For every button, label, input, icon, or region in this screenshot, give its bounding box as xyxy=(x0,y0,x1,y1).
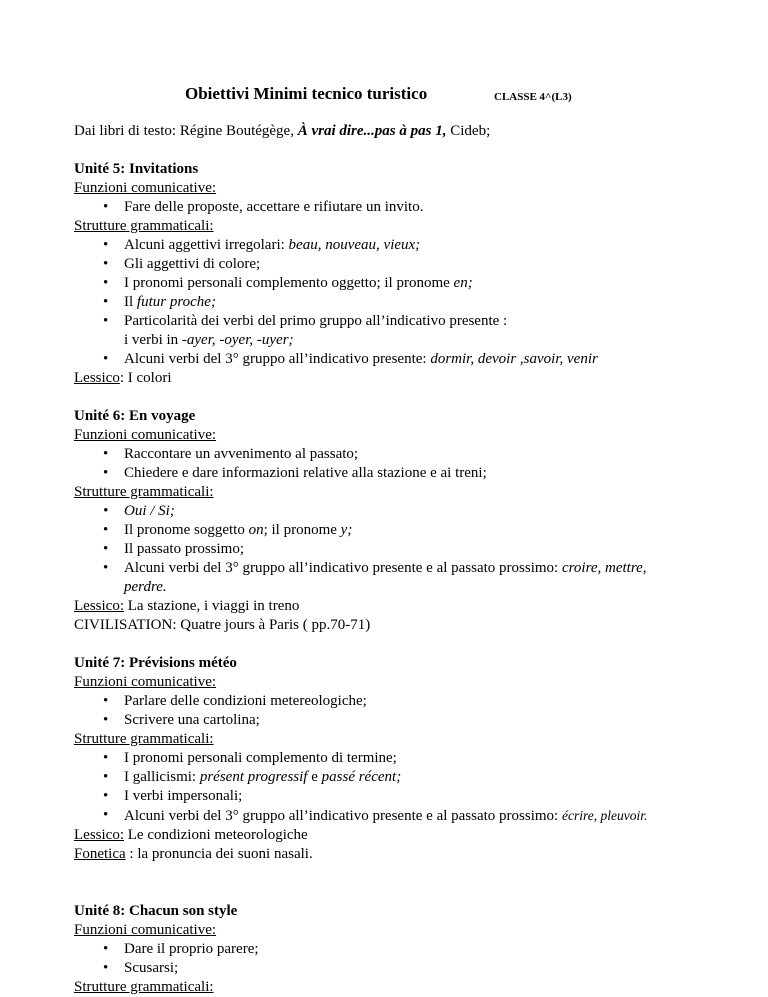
unit-7-section xyxy=(74,654,724,883)
unit-7-funzioni-heading: Funzioni comunicative: xyxy=(74,674,217,690)
document-page xyxy=(74,84,724,997)
list-item: • Gli aggettivi di colore; xyxy=(74,255,724,274)
list-item: • I pronomi personali complemento di termine; xyxy=(74,749,724,768)
item-italic: y; xyxy=(340,522,353,538)
unit-6-section xyxy=(74,407,724,635)
item-text: , xyxy=(376,237,384,253)
item-italic: présent progressif xyxy=(199,769,308,785)
document-header xyxy=(74,84,724,106)
item-text: ; il pronome xyxy=(263,522,341,538)
book-title: À vrai dire...pas à pas 1, xyxy=(297,123,447,139)
class-label: CLASSE 4^(L3) xyxy=(494,91,572,103)
lessico-value: Le condizioni meteorologiche xyxy=(124,827,308,843)
unit-5-funzioni-list xyxy=(74,198,724,217)
item-italic: vieux; xyxy=(383,237,421,253)
unit-6-funzioni-list xyxy=(74,445,724,483)
fonetica-value: : la pronuncia dei suoni nasali. xyxy=(125,846,313,862)
lessico-value: I colori xyxy=(127,370,172,386)
unit-6-strutture-heading: Strutture grammaticali: xyxy=(74,484,214,500)
list-item xyxy=(74,806,724,826)
list-item: • I verbi impersonali; xyxy=(74,787,724,806)
lessico-sep: : xyxy=(119,370,128,386)
unit-6-civilisation: CIVILISATION: Quatre jours à Paris ( pp.70-71) xyxy=(74,617,371,633)
list-item: • Oui / Si; xyxy=(74,502,724,521)
unit-7-strutture-list xyxy=(74,749,724,826)
item-text: Il xyxy=(124,294,137,310)
item-text: Alcuni verbi del 3° gruppo all’indicativo presente e al passato prossimo: xyxy=(124,560,562,576)
item-text: Alcuni aggettivi irregolari: xyxy=(124,237,289,253)
item-italic: futur proche; xyxy=(136,294,216,310)
lessico-label: Lessico: xyxy=(74,827,124,843)
item-text: Particolarità dei verbi del primo gruppo all’indicativo presente : xyxy=(124,313,508,329)
unit-8-section xyxy=(74,902,724,997)
unit-8-title: Unité 8: Chacun son style xyxy=(74,903,238,919)
publisher: Cideb; xyxy=(446,123,491,139)
unit-7-fonetica xyxy=(74,845,724,864)
list-item: • Chiedere e dare informazioni relative alla stazione e ai treni; xyxy=(74,464,724,483)
unit-8-strutture-heading: Strutture grammaticali: xyxy=(74,979,214,995)
unit-6-strutture-list xyxy=(74,502,724,597)
list-item: • Il passato prossimo; xyxy=(74,540,724,559)
list-item: • Fare delle proposte, accettare e rifiutare un invito. xyxy=(74,198,724,217)
item-text: I pronomi personali complemento oggetto; il pronome xyxy=(124,275,454,291)
item-italic: perdre. xyxy=(124,579,167,595)
list-item xyxy=(74,312,724,350)
unit-7-title: Unité 7: Prévisions météo xyxy=(74,655,237,671)
unit-5-lessico xyxy=(74,369,724,388)
unit-5-title: Unité 5: Invitations xyxy=(74,161,199,177)
item-text: Alcuni verbi del 3° gruppo all’indicativo presente: xyxy=(124,351,431,367)
fonetica-label: Fonetica xyxy=(74,846,126,862)
unit-7-funzioni-list xyxy=(74,692,724,730)
item-italic: beau xyxy=(288,237,318,253)
item-italic: en; xyxy=(453,275,473,291)
list-item: • Raccontare un avvenimento al passato; xyxy=(74,445,724,464)
item-text: , xyxy=(317,237,326,253)
item-italic: on xyxy=(248,522,264,538)
item-italic: passé récent; xyxy=(321,769,402,785)
item-text: i verbi in xyxy=(124,332,182,348)
unit-6-lessico xyxy=(74,597,724,616)
textbook-reference xyxy=(74,122,724,141)
list-item xyxy=(74,274,724,293)
lessico-label: Lessico xyxy=(74,370,120,386)
unit-6-title: Unité 6: En voyage xyxy=(74,408,196,424)
list-item: • Scrivere una cartolina; xyxy=(74,711,724,730)
item-italic: nouveau xyxy=(325,237,377,253)
lessico-value: La stazione, i viaggi in treno xyxy=(124,598,300,614)
list-item xyxy=(74,768,724,787)
list-item: • Dare il proprio parere; xyxy=(74,940,724,959)
lessico-label: Lessico: xyxy=(74,598,124,614)
list-item xyxy=(74,521,724,540)
list-item xyxy=(74,350,724,369)
list-item xyxy=(74,293,724,312)
item-italic: croire, mettre, xyxy=(561,560,647,576)
list-item: • Scusarsi; xyxy=(74,959,724,978)
intro-prefix: Dai libri di testo: Régine Boutégège, xyxy=(74,123,298,139)
item-text: Il pronome soggetto xyxy=(124,522,249,538)
item-text: e xyxy=(307,769,322,785)
item-italic: dormir, devoir ,savoir, venir xyxy=(430,351,598,367)
item-italic: écrire, pleuvoir. xyxy=(561,808,648,823)
item-italic: -ayer, -oyer, -uyer; xyxy=(181,332,294,348)
spacer xyxy=(74,864,724,883)
unit-6-funzioni-heading: Funzioni comunicative: xyxy=(74,427,217,443)
unit-5-section xyxy=(74,160,724,388)
document-title: Obiettivi Minimi tecnico turistico xyxy=(185,84,428,103)
unit-8-funzioni-heading: Funzioni comunicative: xyxy=(74,922,217,938)
item-text: I gallicismi: xyxy=(124,769,200,785)
unit-5-strutture-list xyxy=(74,236,724,369)
unit-8-funzioni-list xyxy=(74,940,724,978)
unit-5-funzioni-heading: Funzioni comunicative: xyxy=(74,180,217,196)
list-item xyxy=(74,559,724,597)
list-item xyxy=(74,236,724,255)
item-text: Alcuni verbi del 3° gruppo all’indicativo presente e al passato prossimo: xyxy=(124,808,562,824)
unit-7-lessico xyxy=(74,826,724,845)
list-item: • Parlare delle condizioni metereologiche; xyxy=(74,692,724,711)
unit-7-strutture-heading: Strutture grammaticali: xyxy=(74,731,214,747)
unit-5-strutture-heading: Strutture grammaticali: xyxy=(74,218,214,234)
